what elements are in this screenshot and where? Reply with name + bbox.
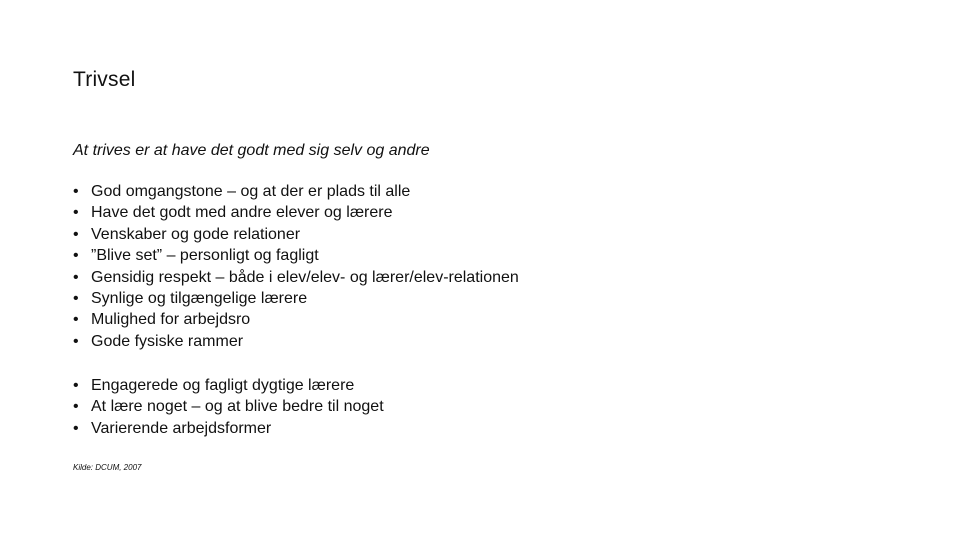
list-item <box>73 288 519 309</box>
slide-subtitle: At trives er at have det godt med sig selv og andre <box>73 142 430 159</box>
list-item-text: Have det godt med andre elever og lærere <box>91 204 393 222</box>
list-item <box>73 181 519 202</box>
bullet-icon: • <box>73 183 79 200</box>
list-item <box>73 267 519 288</box>
list-item <box>73 396 384 417</box>
list-item <box>73 309 519 330</box>
list-item <box>73 224 519 245</box>
list-item-text: God omgangstone – og at der er plads til alle <box>91 183 411 200</box>
list-item <box>73 245 519 266</box>
bullet-list-secondary <box>73 375 384 439</box>
list-item-text: Mulighed for arbejdsro <box>91 311 251 329</box>
bullet-icon: • <box>73 332 79 350</box>
list-item-text: Engagerede og fagligt dygtige lærere <box>91 377 355 394</box>
list-item <box>73 331 519 352</box>
slide-title: Trivsel <box>73 68 136 91</box>
list-item-text: ”Blive set” – personligt og fagligt <box>91 247 319 265</box>
bullet-icon: • <box>73 247 79 265</box>
list-item <box>73 418 384 439</box>
list-item <box>73 375 384 396</box>
bullet-icon: • <box>73 419 79 437</box>
list-item-text: At lære noget – og at blive bedre til noget <box>91 398 384 416</box>
bullet-icon: • <box>73 398 79 416</box>
list-item-text: Venskaber og gode relationer <box>91 225 301 243</box>
bullet-icon: • <box>73 289 79 307</box>
source-citation: Kilde: DCUM, 2007 <box>73 463 142 472</box>
bullet-icon: • <box>73 311 79 329</box>
list-item-text: Gode fysiske rammer <box>91 332 244 350</box>
list-item-text: Synlige og tilgængelige lærere <box>91 289 308 307</box>
bullet-icon: • <box>73 268 79 286</box>
list-item-text: Gensidig respekt – både i elev/elev- og lærer/elev-relationen <box>91 268 519 286</box>
bullet-list-primary <box>73 181 519 352</box>
list-item-text: Varierende arbejdsformer <box>91 419 272 437</box>
bullet-icon: • <box>73 225 79 243</box>
bullet-icon: • <box>73 377 79 394</box>
bullet-icon: • <box>73 204 79 222</box>
list-item <box>73 202 519 223</box>
